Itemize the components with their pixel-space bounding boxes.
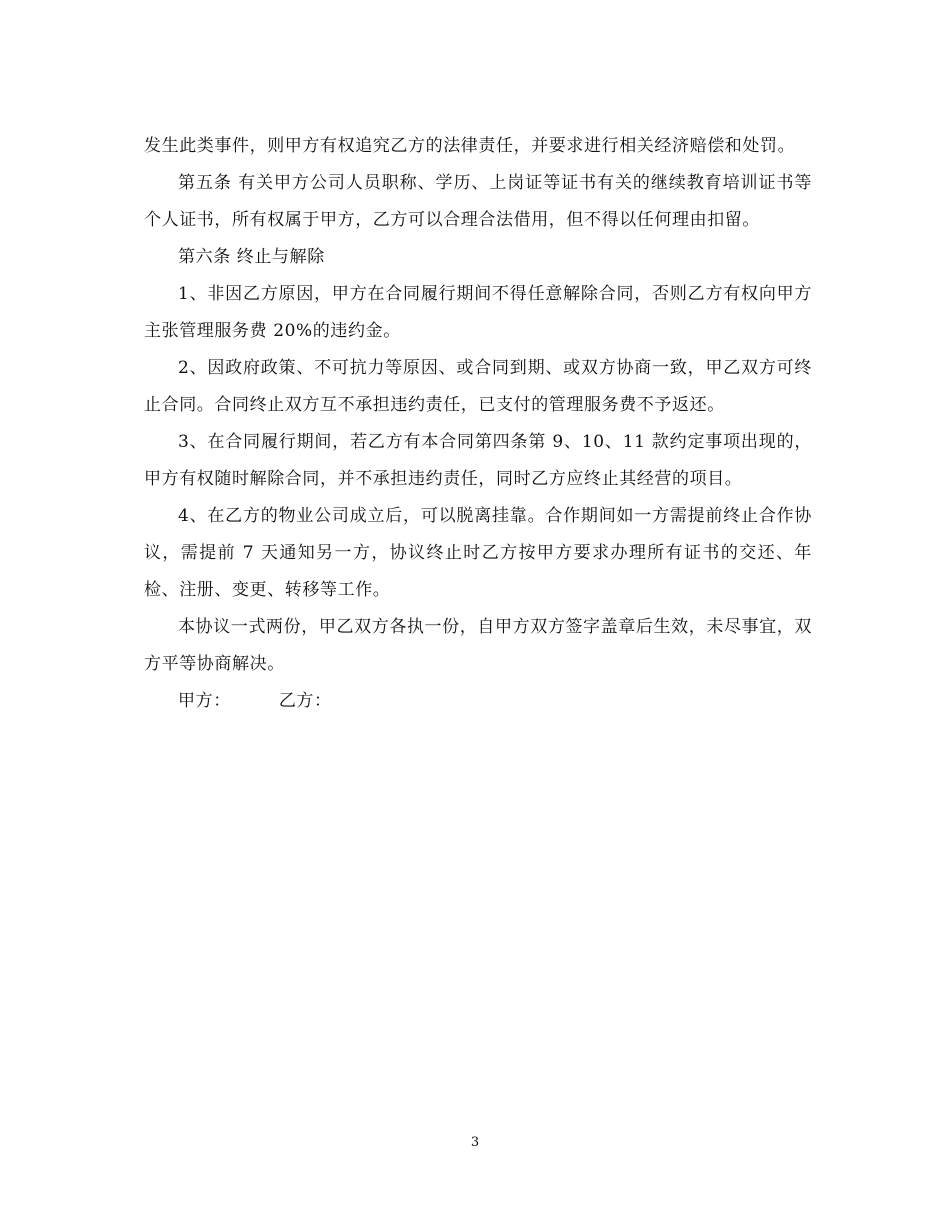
paragraph-article-5: 第五条 有关甲方公司人员职称、学历、上岗证等证书有关的继续教育培训证书等个人证书，所有权属于甲方，乙方可以合理合法借用，但不得以任何理由扣留。: [144, 173, 812, 230]
paragraph-clause-3: 3、在合同履行期间，若乙方有本合同第四条第 9、10、11 款约定事项出现的，甲方有权随时解除合同，并不承担违约责任，同时乙方应终止其经营的项目。: [144, 432, 812, 489]
document-body: [144, 128, 812, 720]
party-a-label: 甲方：: [178, 691, 231, 711]
signature-line: [144, 683, 812, 720]
paragraph-clause-2: 2、因政府政策、不可抗力等原因、或合同到期、或双方协商一致，甲乙双方可终止合同。合同终止双方互不承担违约责任，已支付的管理服务费不予返还。: [144, 358, 812, 415]
paragraph-closing: 本协议一式两份，甲乙双方各执一份，自甲方双方签字盖章后生效，未尽事宜，双方平等协商解决。: [144, 617, 812, 674]
party-b-label: 乙方：: [278, 691, 332, 711]
page-number: 3: [470, 1135, 480, 1150]
paragraph-clause-1: 1、非因乙方原因，甲方在合同履行期间不得任意解除合同，否则乙方有权向甲方主张管理服务费 20%的违约金。: [144, 284, 812, 341]
paragraph-clause-4: 4、在乙方的物业公司成立后，可以脱离挂靠。合作期间如一方需提前终止合作协议，需提前 7 天通知另一方，协议终止时乙方按甲方要求办理所有证书的交还、年检、注册、变更、转移等工作。: [144, 506, 812, 600]
heading-article-6: 第六条 终止与解除: [178, 247, 325, 267]
paragraph-continuation: 发生此类事件，则甲方有权追究乙方的法律责任，并要求进行相关经济赔偿和处罚。: [144, 136, 796, 156]
